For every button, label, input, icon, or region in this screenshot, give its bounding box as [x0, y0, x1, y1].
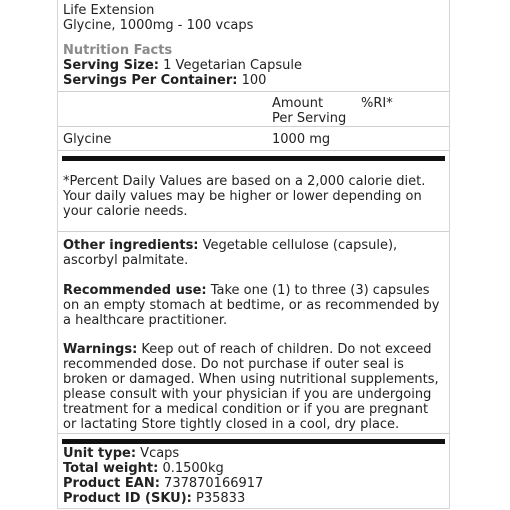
weight-value: 0.1500kg [162, 461, 224, 476]
ean-label: Product EAN: [63, 476, 160, 491]
divider [58, 150, 449, 151]
divider [58, 126, 449, 127]
total-weight [63, 461, 444, 476]
unit-type-value: Vcaps [140, 446, 180, 461]
other-ingredients [63, 238, 441, 268]
brand-name: Life Extension [63, 3, 155, 18]
warnings-text: Keep out of reach of children. Do not exceed recommended dose. Do not purchase if outer seal is broken or damaged. When using nutritional supplements, please consult with your physician if you are undergoing treatment for a medical condition or if you are pregnant or lactating Store tightly closed in a cool, dry place. [63, 342, 439, 432]
warnings-label: Warnings: [63, 342, 138, 357]
ingredients-text: Vegetable cellulose (capsule), ascorbyl palmitate. [63, 238, 398, 268]
ean-value: 737870166917 [164, 476, 264, 491]
divider [58, 231, 449, 232]
nutrition-panel [57, 0, 450, 509]
weight-label: Total weight: [63, 461, 159, 476]
warnings [63, 342, 441, 432]
product-ean [63, 476, 444, 491]
serving-size [63, 58, 444, 73]
amount-header-line1: Amount [272, 96, 324, 111]
table-row-amount: 1000 mg [272, 132, 331, 147]
servings-per-container [63, 73, 444, 88]
facts-title: Nutrition Facts [63, 43, 173, 58]
usage-text: Take one (1) to three (3) capsules on an empty stomach at bedtime, or as recommended by a healthcare practitioner. [63, 283, 440, 328]
ingredients-label: Other ingredients: [63, 238, 199, 253]
ri-header: %RI* [361, 96, 393, 111]
amount-header [272, 96, 346, 126]
thick-divider [62, 439, 445, 444]
serving-size-value: 1 Vegetarian Capsule [163, 58, 302, 73]
divider [58, 91, 449, 92]
divider [58, 433, 449, 434]
unit-type-label: Unit type: [63, 446, 137, 461]
daily-value-footnote: *Percent Daily Values are based on a 2,000 calorie diet. Your daily values may be higher or lower depending on your calorie needs. [63, 174, 426, 219]
usage-label: Recommended use: [63, 283, 207, 298]
amount-header-line2: Per Serving [272, 111, 347, 126]
serving-size-label: Serving Size: [63, 58, 160, 73]
sku-value: P35833 [196, 491, 246, 506]
thick-divider [62, 156, 445, 161]
product-name: Glycine, 1000mg - 100 vcaps [63, 18, 254, 33]
table-row-name: Glycine [63, 132, 112, 147]
recommended-use [63, 283, 441, 328]
sku-label: Product ID (SKU): [63, 491, 192, 506]
product-sku [63, 491, 444, 506]
servings-value: 100 [241, 73, 267, 88]
servings-label: Servings Per Container: [63, 73, 238, 88]
unit-type [63, 446, 444, 461]
